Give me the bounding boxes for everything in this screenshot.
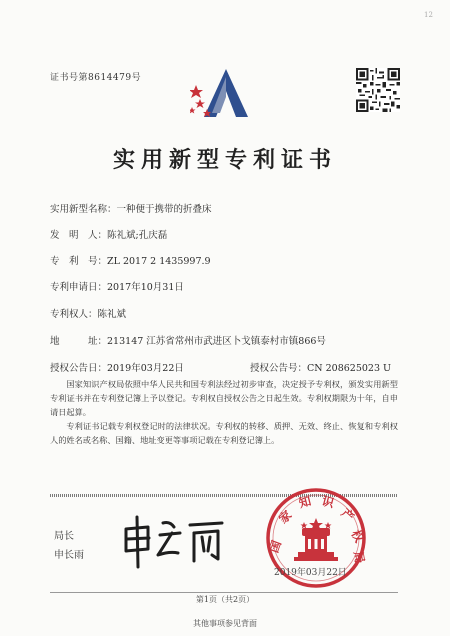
inventor-value: 陈礼斌;孔庆磊 xyxy=(107,230,168,241)
footer-divider xyxy=(50,592,398,593)
patent-number-value: ZL 2017 2 1435997.9 xyxy=(107,256,211,267)
svg-text:识: 识 xyxy=(320,493,336,511)
patent-number-label: 专 利 号： xyxy=(50,256,108,267)
qr-code-icon xyxy=(356,68,400,112)
patentee-value: 陈礼斌 xyxy=(97,309,127,320)
body-paragraph: 专利证书记载专利权登记时的法律状况。专利权的转移、质押、无效、终止、恢复和专利权人的姓名或名称、国籍、地址变更等事项记载在专利登记簿上。 xyxy=(50,421,398,445)
svg-text:局: 局 xyxy=(351,550,367,565)
seal-date: 2019年03月22日 xyxy=(274,568,347,578)
certificate-body-text xyxy=(50,377,398,447)
director-signature xyxy=(118,509,228,569)
svg-text:权: 权 xyxy=(348,527,367,545)
certificate-title: 实用新型专利证书 xyxy=(112,147,337,173)
svg-text:国: 国 xyxy=(266,538,284,555)
address-value: 213147 江苏省常州市武进区卜戈镇泰村市镇866号 xyxy=(107,336,326,347)
announcement-number-value: CN 208625023 U xyxy=(307,363,392,374)
utility-model-name-label: 实用新型名称： xyxy=(50,204,117,215)
announcement-date-value: 2019年03月22日 xyxy=(107,363,184,374)
filing-date-row xyxy=(50,279,184,293)
inventor-label: 发 明 人： xyxy=(50,230,108,241)
announcement-number-label: 授权公告号： xyxy=(250,363,308,374)
back-note: 其他事项参见背面 xyxy=(193,619,257,628)
patentee-label: 专利权人： xyxy=(50,309,98,320)
svg-text:知: 知 xyxy=(297,493,313,511)
patent-office-emblem-icon xyxy=(190,67,262,122)
page-number: 第1页（共2页） xyxy=(195,595,255,604)
corner-mark: 12 xyxy=(424,11,433,19)
certificate-number: 证书号第8614479号 xyxy=(50,73,142,83)
svg-text:产: 产 xyxy=(338,505,357,525)
filing-date-label: 专利申请日： xyxy=(50,282,108,293)
patent-number-row xyxy=(50,253,211,267)
director-title: 局长 xyxy=(54,531,74,542)
director-name: 申长雨 xyxy=(54,550,84,561)
announcement-number xyxy=(250,360,391,374)
filing-date-value: 2017年10月31日 xyxy=(107,282,184,293)
inventor-row xyxy=(50,227,167,241)
address-row xyxy=(50,333,326,347)
body-paragraph: 国家知识产权局依照中华人民共和国专利法经过初步审查，决定授予专利权，颁发实用新型专利证书并在专利登记簿上予以登记。专利权自授权公告之日起生效。专利权期限为十年，自申请日起算。 xyxy=(50,379,398,417)
utility-model-name-value: 一种便于携带的折叠床 xyxy=(116,204,212,215)
announcement-date-label: 授权公告日： xyxy=(50,363,108,374)
address-label: 地 址： xyxy=(50,336,108,347)
svg-text:家: 家 xyxy=(276,507,295,527)
utility-model-name-row xyxy=(50,201,212,215)
patentee-row xyxy=(50,306,126,320)
announcement-row xyxy=(50,360,398,374)
